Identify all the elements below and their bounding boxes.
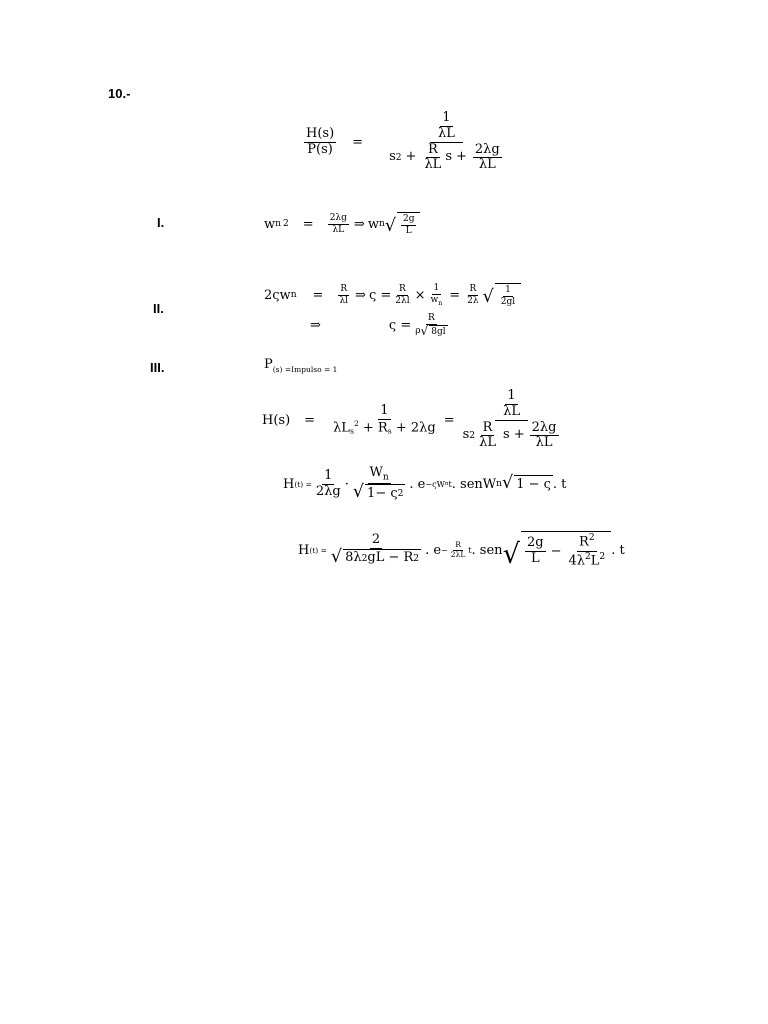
- root-sup: 2: [397, 488, 404, 499]
- sqrt-sign: √: [502, 539, 520, 571]
- frac-R-rho-sqrt8gl: [413, 313, 449, 337]
- root-text: 1− ς: [367, 485, 398, 501]
- frac-num: 1: [380, 402, 389, 418]
- frac-2g-L: [525, 536, 546, 567]
- sen-text: . sen: [471, 542, 503, 558]
- frac-2lg-lL: [530, 421, 559, 452]
- sqrt-8l2gL-R2: [331, 549, 421, 567]
- rhs-fraction: [387, 111, 506, 174]
- lhs-fraction: [304, 127, 336, 158]
- rho-symbol: ρ: [415, 325, 421, 336]
- sqrt-body: [397, 212, 421, 236]
- tail-t: . t: [611, 542, 625, 558]
- den-frac-2: [473, 143, 502, 174]
- tail-t: . t: [552, 476, 567, 492]
- frac-num: R: [455, 539, 461, 549]
- rhs-num: [430, 111, 463, 143]
- sqrt-sign: √: [482, 287, 494, 308]
- equals-sign-2: =: [443, 412, 455, 428]
- frac-den: [413, 325, 449, 337]
- w-sub: n: [378, 219, 385, 229]
- equation-natural-frequency: [264, 206, 420, 242]
- frac-R-2l: [465, 284, 480, 306]
- times-sign: ×: [414, 287, 426, 303]
- equation-h-of-t-1: [283, 462, 566, 506]
- den-frac-2-num: 2λg: [474, 141, 500, 157]
- sqrt-sign: √: [502, 473, 514, 494]
- root-b-sup: 2: [413, 553, 420, 564]
- equals-sign: =: [304, 412, 316, 428]
- frac-den: λL: [332, 224, 345, 235]
- frac-num: R: [340, 284, 348, 295]
- den-frac-1-den: λL: [424, 157, 442, 173]
- frac-den: [566, 552, 607, 569]
- frac-den: L: [530, 550, 540, 566]
- sen-W: . senW: [451, 476, 497, 492]
- frac-den: [351, 484, 408, 502]
- frac-R-2ll: [393, 284, 411, 306]
- s-sup: 2: [469, 430, 476, 441]
- frac-num: [495, 389, 528, 421]
- exponent: [441, 541, 472, 559]
- h-sub: (t) =: [309, 545, 327, 555]
- R-symbol: R: [579, 534, 589, 550]
- den-a-sup: 2: [584, 551, 591, 562]
- equation-damping-2: [310, 310, 452, 340]
- equation-h-of-s: [262, 387, 565, 451]
- s-symbol: s: [462, 427, 470, 443]
- rhs-den: [387, 143, 506, 174]
- implies-arrow: ⇒: [353, 216, 365, 232]
- frac-R-lL: [477, 421, 498, 452]
- frac-den: 2λ: [467, 295, 479, 306]
- equation-transfer-function: [302, 109, 508, 173]
- zeta-equals: ς =: [388, 317, 412, 333]
- h-symbol: H: [283, 476, 295, 492]
- lambda-L-sup: 2: [353, 418, 359, 428]
- root-b: gL − R: [367, 550, 414, 566]
- lambda-L-sub: s: [349, 426, 354, 436]
- h-symbol: H: [298, 542, 310, 558]
- root-a-sup: 2: [361, 553, 368, 564]
- sqrt-sign: √: [420, 323, 429, 338]
- exp-minus: −: [441, 545, 448, 555]
- frac-b: [461, 389, 563, 452]
- exp-frac: [449, 541, 468, 559]
- frac-2g-L: [401, 214, 417, 236]
- rhs-num-top: 1: [442, 109, 451, 125]
- label-i: I.: [157, 215, 165, 230]
- frac-num: 2g: [402, 214, 415, 225]
- den-s: s: [389, 149, 396, 165]
- exp-sub: n: [444, 481, 449, 487]
- root-a: 8λ: [345, 550, 362, 566]
- exp-t: t: [468, 545, 472, 555]
- exponent: [425, 480, 451, 489]
- frac-1-2gl: [499, 285, 517, 307]
- frac-num: R: [399, 284, 406, 295]
- h-sub: (t) =: [294, 479, 312, 489]
- lhs-den: P(s): [307, 141, 333, 157]
- inner-frac: [501, 389, 522, 420]
- w-symbol: w: [367, 216, 379, 232]
- frac-num: R: [469, 284, 477, 295]
- wn-sup: 2: [283, 219, 289, 229]
- p-symbol: P: [264, 357, 273, 372]
- equation-impulse: [264, 357, 337, 374]
- frac-den: λL: [479, 435, 496, 451]
- frac-num: 2λg: [329, 213, 347, 224]
- frac-num: R: [482, 419, 493, 435]
- equals-sign: =: [312, 287, 324, 303]
- h-of-s: H(s): [262, 412, 291, 428]
- frac-2lg-lL: [328, 213, 349, 235]
- zeta-equals: ς =: [368, 287, 392, 303]
- den-frac-1: [422, 143, 443, 174]
- frac-num: 1: [433, 283, 440, 294]
- s-plus: s +: [502, 427, 525, 443]
- frac-1-wn: [428, 283, 444, 306]
- den-a: 4λ: [568, 552, 585, 568]
- w-symbol: w: [430, 294, 439, 305]
- exp-text: −ςW: [425, 479, 445, 489]
- frac-den: λl: [339, 295, 349, 306]
- exp-e: . e: [409, 476, 426, 492]
- problem-number: 10.-: [108, 86, 131, 101]
- inner-num: 1: [507, 387, 516, 403]
- sqrt-body: [365, 484, 405, 502]
- frac-1-2lg: [314, 469, 343, 500]
- den-b-sup: 2: [599, 551, 606, 562]
- frac-num: 2g: [526, 534, 544, 550]
- R-sub: s: [387, 426, 392, 436]
- sqrt-body: [343, 549, 421, 567]
- frac-num: 2: [371, 532, 381, 548]
- sqrt-1-zeta2: [353, 484, 406, 502]
- den-plus: +: [405, 149, 417, 165]
- label-ii: II.: [153, 301, 164, 316]
- frac-a: [331, 404, 438, 437]
- sqrt-body: [521, 531, 611, 569]
- frac-num: 2λg: [531, 419, 557, 435]
- W-sub: n: [382, 472, 389, 483]
- dot-operator: ·: [344, 476, 349, 492]
- frac-den: [428, 295, 444, 307]
- den-b: L: [590, 552, 600, 568]
- frac-num: 1: [324, 467, 333, 483]
- frac-den: [461, 421, 563, 452]
- w-sub: n: [438, 299, 443, 307]
- implies-arrow: ⇒: [355, 287, 366, 303]
- den-s-sup: 2: [395, 152, 402, 163]
- plus-2lg: + 2λg: [391, 419, 436, 435]
- den-plus-2: +: [455, 149, 467, 165]
- frac-den: 2λL: [450, 549, 466, 559]
- equals-sign-2: =: [449, 287, 461, 303]
- sqrt-body: [495, 283, 521, 307]
- den-frac-2-den: λL: [478, 157, 496, 173]
- frac-den: 2λg: [315, 483, 341, 499]
- frac-num: [577, 533, 597, 551]
- wn-sub: n: [275, 219, 281, 229]
- frac-R2-4l2L2: [566, 533, 607, 569]
- frac-den: 2gl: [500, 296, 516, 307]
- rhs-num-bottom: λL: [437, 125, 455, 141]
- exp-t: t: [448, 479, 452, 489]
- sqrt-sign: √: [384, 216, 396, 237]
- frac-den: λL: [535, 435, 553, 451]
- frac-num: [368, 466, 391, 484]
- sqrt-sign: √: [330, 547, 343, 568]
- sqrt-2g-l: [385, 212, 421, 236]
- sqrt-8gl: [421, 325, 448, 337]
- exp-e: . e: [425, 542, 442, 558]
- R-sup: 2: [588, 533, 595, 544]
- frac-den: L: [405, 225, 412, 236]
- sqrt-sign: √: [352, 482, 365, 503]
- inner-den: λL: [503, 403, 520, 419]
- sen-sub: n: [496, 479, 503, 489]
- implies-arrow: ⇒: [310, 317, 321, 333]
- plus-R: + R: [358, 419, 388, 435]
- minus-sign: −: [550, 543, 562, 559]
- frac-num: R: [428, 313, 435, 324]
- den-s2: s: [445, 149, 452, 165]
- sqrt-body: 8gl: [431, 326, 446, 337]
- frac-wn-sqrt: [351, 466, 408, 502]
- wn-sub: n: [290, 290, 297, 300]
- frac-2-sqrt: [329, 533, 423, 566]
- 2zeta-wn: 2ςw: [264, 287, 291, 303]
- den-frac-1-num: R: [427, 141, 438, 157]
- frac-den: 2λl: [395, 295, 410, 306]
- frac-den: [331, 420, 438, 437]
- equals-sign: =: [352, 134, 364, 150]
- rhs-num-fraction: [436, 111, 457, 142]
- equals-sign: =: [302, 216, 314, 232]
- frac-R-ll: [337, 284, 350, 306]
- p-subscript: (s) =Impulso = 1: [272, 364, 338, 374]
- lambda-L: λL: [333, 419, 350, 435]
- sqrt-1-zeta: [502, 475, 553, 493]
- label-iii: III.: [150, 360, 165, 375]
- frac-num: 1: [505, 285, 511, 296]
- W-symbol: W: [369, 465, 383, 481]
- lhs-num: H(s): [306, 125, 335, 141]
- sqrt-body: 1 − ς: [514, 475, 553, 493]
- sqrt-big: [503, 531, 612, 569]
- equation-h-of-t-2: [298, 526, 625, 574]
- equation-damping-1: [264, 278, 521, 312]
- frac-den: [329, 549, 423, 567]
- wn-symbol: w: [264, 216, 276, 232]
- sqrt-1-2gl: [483, 283, 522, 307]
